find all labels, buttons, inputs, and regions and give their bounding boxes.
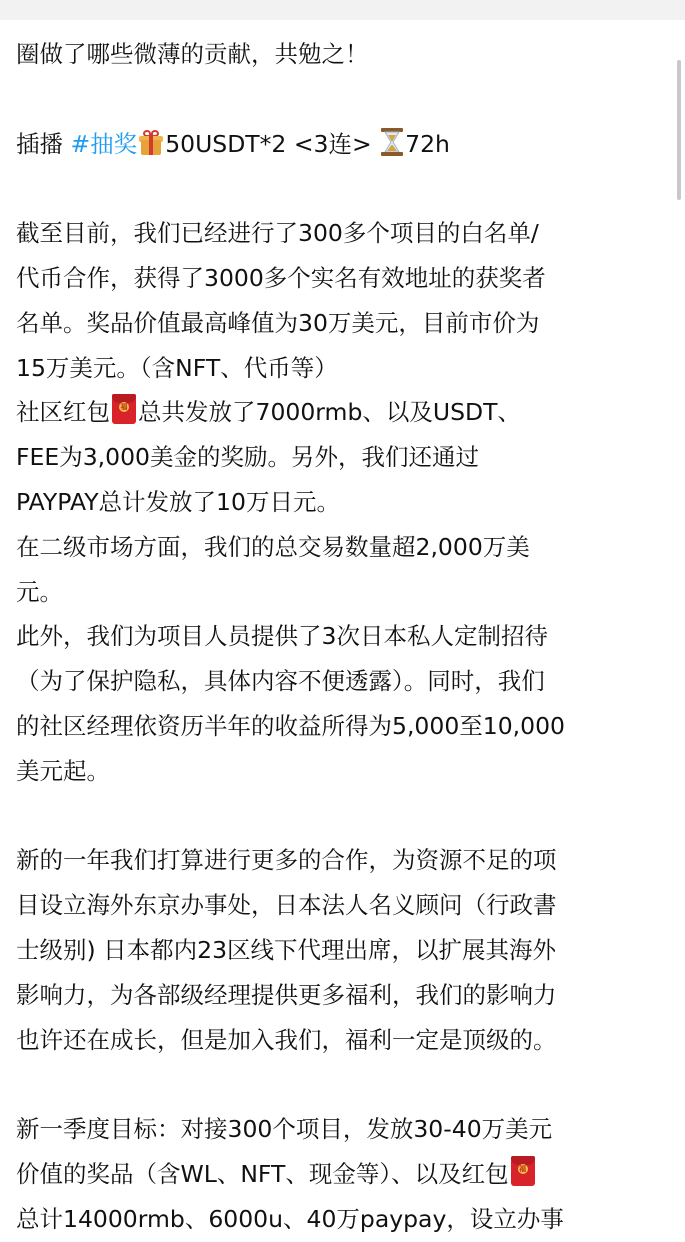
post-line: 15万美元。（含NFT、代币等） (16, 353, 338, 382)
red-envelope-emoji-icon: 福 (112, 394, 136, 424)
post-line: 影响力，为各部级经理提供更多福利，我们的影响力 (16, 980, 557, 1009)
post-line: 在二级市场方面，我们的总交易数量超2,000万美 (16, 532, 530, 561)
post-line: 新的一年我们打算进行更多的合作，为资源不足的项 (16, 846, 557, 875)
blank-line (16, 77, 676, 122)
post-body (16, 32, 676, 1242)
scrollbar[interactable] (677, 60, 681, 200)
post-line: FEE为3,000美金的奖励。另外，我们还通过 (16, 443, 479, 472)
post-line: （为了保护隐私，具体内容不便透露）。同时，我们 (16, 667, 545, 696)
post-line: 新一季度目标：对接300个项目，发放30-40万美元 (16, 1115, 553, 1144)
giveaway-line (16, 122, 676, 167)
post-line: 目设立海外东京办事处，日本法人名义顾问（行政書 (16, 891, 557, 920)
post-line: 的社区经理依资历半年的收益所得为5,000至10,000 (16, 711, 566, 740)
giveaway-prefix: 插播 (16, 129, 71, 158)
red-packet-prefix: 社区红包 (16, 398, 110, 427)
giveaway-detail: 50USDT*2 <3连> (165, 129, 380, 158)
target-prefix: 价值的奖品（含WL、NFT、现金等）、以及红包 (16, 1159, 509, 1188)
hashtag-link[interactable]: #抽奖 (70, 129, 138, 158)
post-line: 圈做了哪些微薄的贡献，共勉之！ (16, 40, 369, 68)
giveaway-duration: 72h (405, 129, 450, 158)
post-line: 士级别) 日本都内23区线下代理出席，以扩展其海外 (16, 935, 557, 964)
red-envelope-emoji-icon: 福 (511, 1156, 535, 1186)
post-line: 也许还在成长，但是加入我们，福利一定是顶级的。 (16, 1025, 557, 1054)
post-line: 总计14000rmb、6000u、40万paypay，设立办事 (16, 1204, 564, 1233)
post-line: 美元起。 (16, 756, 110, 785)
blank-line (16, 1062, 676, 1107)
blank-line (16, 166, 676, 211)
post-line: PAYPAY总计发放了10万日元。 (16, 487, 340, 516)
post-line: 名单。奖品价值最高峰值为30万美元，目前市价为 (16, 308, 540, 337)
hourglass-emoji-icon (381, 128, 403, 156)
post-line: 截至目前，我们已经进行了300多个项目的白名单/ (16, 219, 539, 248)
red-packet-target-line (16, 1152, 676, 1197)
red-packet-line (16, 390, 676, 435)
post-line: 此外，我们为项目人员提供了3次日本私人定制招待 (16, 622, 548, 651)
red-packet-detail: 总共发放了7000rmb、以及USDT、 (138, 398, 521, 427)
status-bar-strip (0, 0, 685, 20)
post-line: 代币合作，获得了3000多个实名有效地址的获奖者 (16, 263, 546, 292)
post-line: 元。 (16, 577, 63, 606)
gift-emoji-icon (139, 130, 163, 156)
blank-line (16, 794, 676, 839)
